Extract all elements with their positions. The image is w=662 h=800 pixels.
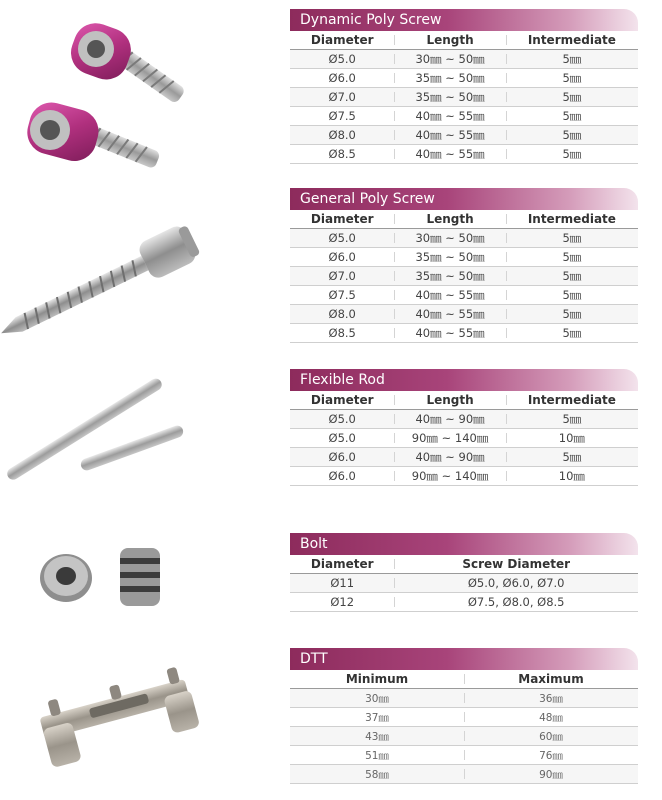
table-row: 43㎜ 60㎜ bbox=[290, 727, 638, 746]
section-title: General Poly Screw bbox=[290, 188, 638, 210]
spec-table bbox=[290, 210, 638, 343]
table-row: Ø8.5 40㎜ ~ 55㎜ 5㎜ bbox=[290, 324, 638, 343]
table-row: Ø7.0 35㎜ ~ 50㎜ 5㎜ bbox=[290, 88, 638, 107]
column-header: Diameter bbox=[290, 555, 394, 574]
column-header: Intermediate bbox=[506, 391, 638, 410]
spec-table bbox=[290, 391, 638, 486]
section-title: DTT bbox=[290, 648, 638, 670]
table-row: Ø6.0 40㎜ ~ 90㎜ 5㎜ bbox=[290, 448, 638, 467]
column-header: Diameter bbox=[290, 31, 394, 50]
bolt-section bbox=[290, 533, 638, 612]
column-header: Intermediate bbox=[506, 31, 638, 50]
section-title: Bolt bbox=[290, 533, 638, 555]
dtt-section bbox=[290, 648, 638, 784]
table-row: 58㎜ 90㎜ bbox=[290, 765, 638, 784]
section-title: Flexible Rod bbox=[290, 369, 638, 391]
table-row: Ø6.0 35㎜ ~ 50㎜ 5㎜ bbox=[290, 69, 638, 88]
general-poly-screw-section bbox=[290, 188, 638, 343]
table-row: Ø6.0 90㎜ ~ 140㎜ 10㎜ bbox=[290, 467, 638, 486]
bolt-image bbox=[0, 540, 280, 610]
column-header: Diameter bbox=[290, 391, 394, 410]
table-row: Ø5.0 90㎜ ~ 140㎜ 10㎜ bbox=[290, 429, 638, 448]
table-row: Ø5.0 30㎜ ~ 50㎜ 5㎜ bbox=[290, 229, 638, 248]
table-row: Ø5.0 40㎜ ~ 90㎜ 5㎜ bbox=[290, 410, 638, 429]
spec-table bbox=[290, 555, 638, 612]
table-row: Ø12 Ø7.5, Ø8.0, Ø8.5 bbox=[290, 593, 638, 612]
column-header: Length bbox=[394, 31, 505, 50]
flexible-rod-image bbox=[0, 378, 280, 488]
table-row: Ø7.5 40㎜ ~ 55㎜ 5㎜ bbox=[290, 286, 638, 305]
table-row: Ø8.0 40㎜ ~ 55㎜ 5㎜ bbox=[290, 126, 638, 145]
spec-table bbox=[290, 670, 638, 784]
column-header: Screw Diameter bbox=[394, 555, 638, 574]
table-row: Ø7.0 35㎜ ~ 50㎜ 5㎜ bbox=[290, 267, 638, 286]
column-header: Diameter bbox=[290, 210, 394, 229]
column-header: Minimum bbox=[290, 670, 464, 689]
table-row: Ø6.0 35㎜ ~ 50㎜ 5㎜ bbox=[290, 248, 638, 267]
column-header: Length bbox=[394, 210, 505, 229]
table-row: 30㎜ 36㎜ bbox=[290, 689, 638, 708]
table-row: Ø8.0 40㎜ ~ 55㎜ 5㎜ bbox=[290, 305, 638, 324]
dtt-image bbox=[0, 650, 280, 770]
table-row: 37㎜ 48㎜ bbox=[290, 708, 638, 727]
table-row: Ø5.0 30㎜ ~ 50㎜ 5㎜ bbox=[290, 50, 638, 69]
table-row: 51㎜ 76㎜ bbox=[290, 746, 638, 765]
spec-table bbox=[290, 31, 638, 164]
general-poly-screw-image bbox=[0, 205, 280, 345]
flexible-rod-section bbox=[290, 369, 638, 486]
section-title: Dynamic Poly Screw bbox=[290, 9, 638, 31]
column-header: Maximum bbox=[464, 670, 638, 689]
dynamic-poly-screw-image bbox=[0, 5, 280, 180]
table-row: Ø7.5 40㎜ ~ 55㎜ 5㎜ bbox=[290, 107, 638, 126]
dynamic-poly-screw-section bbox=[290, 9, 638, 164]
column-header: Intermediate bbox=[506, 210, 638, 229]
column-header: Length bbox=[394, 391, 505, 410]
table-row: Ø8.5 40㎜ ~ 55㎜ 5㎜ bbox=[290, 145, 638, 164]
table-row: Ø11 Ø5.0, Ø6.0, Ø7.0 bbox=[290, 574, 638, 593]
